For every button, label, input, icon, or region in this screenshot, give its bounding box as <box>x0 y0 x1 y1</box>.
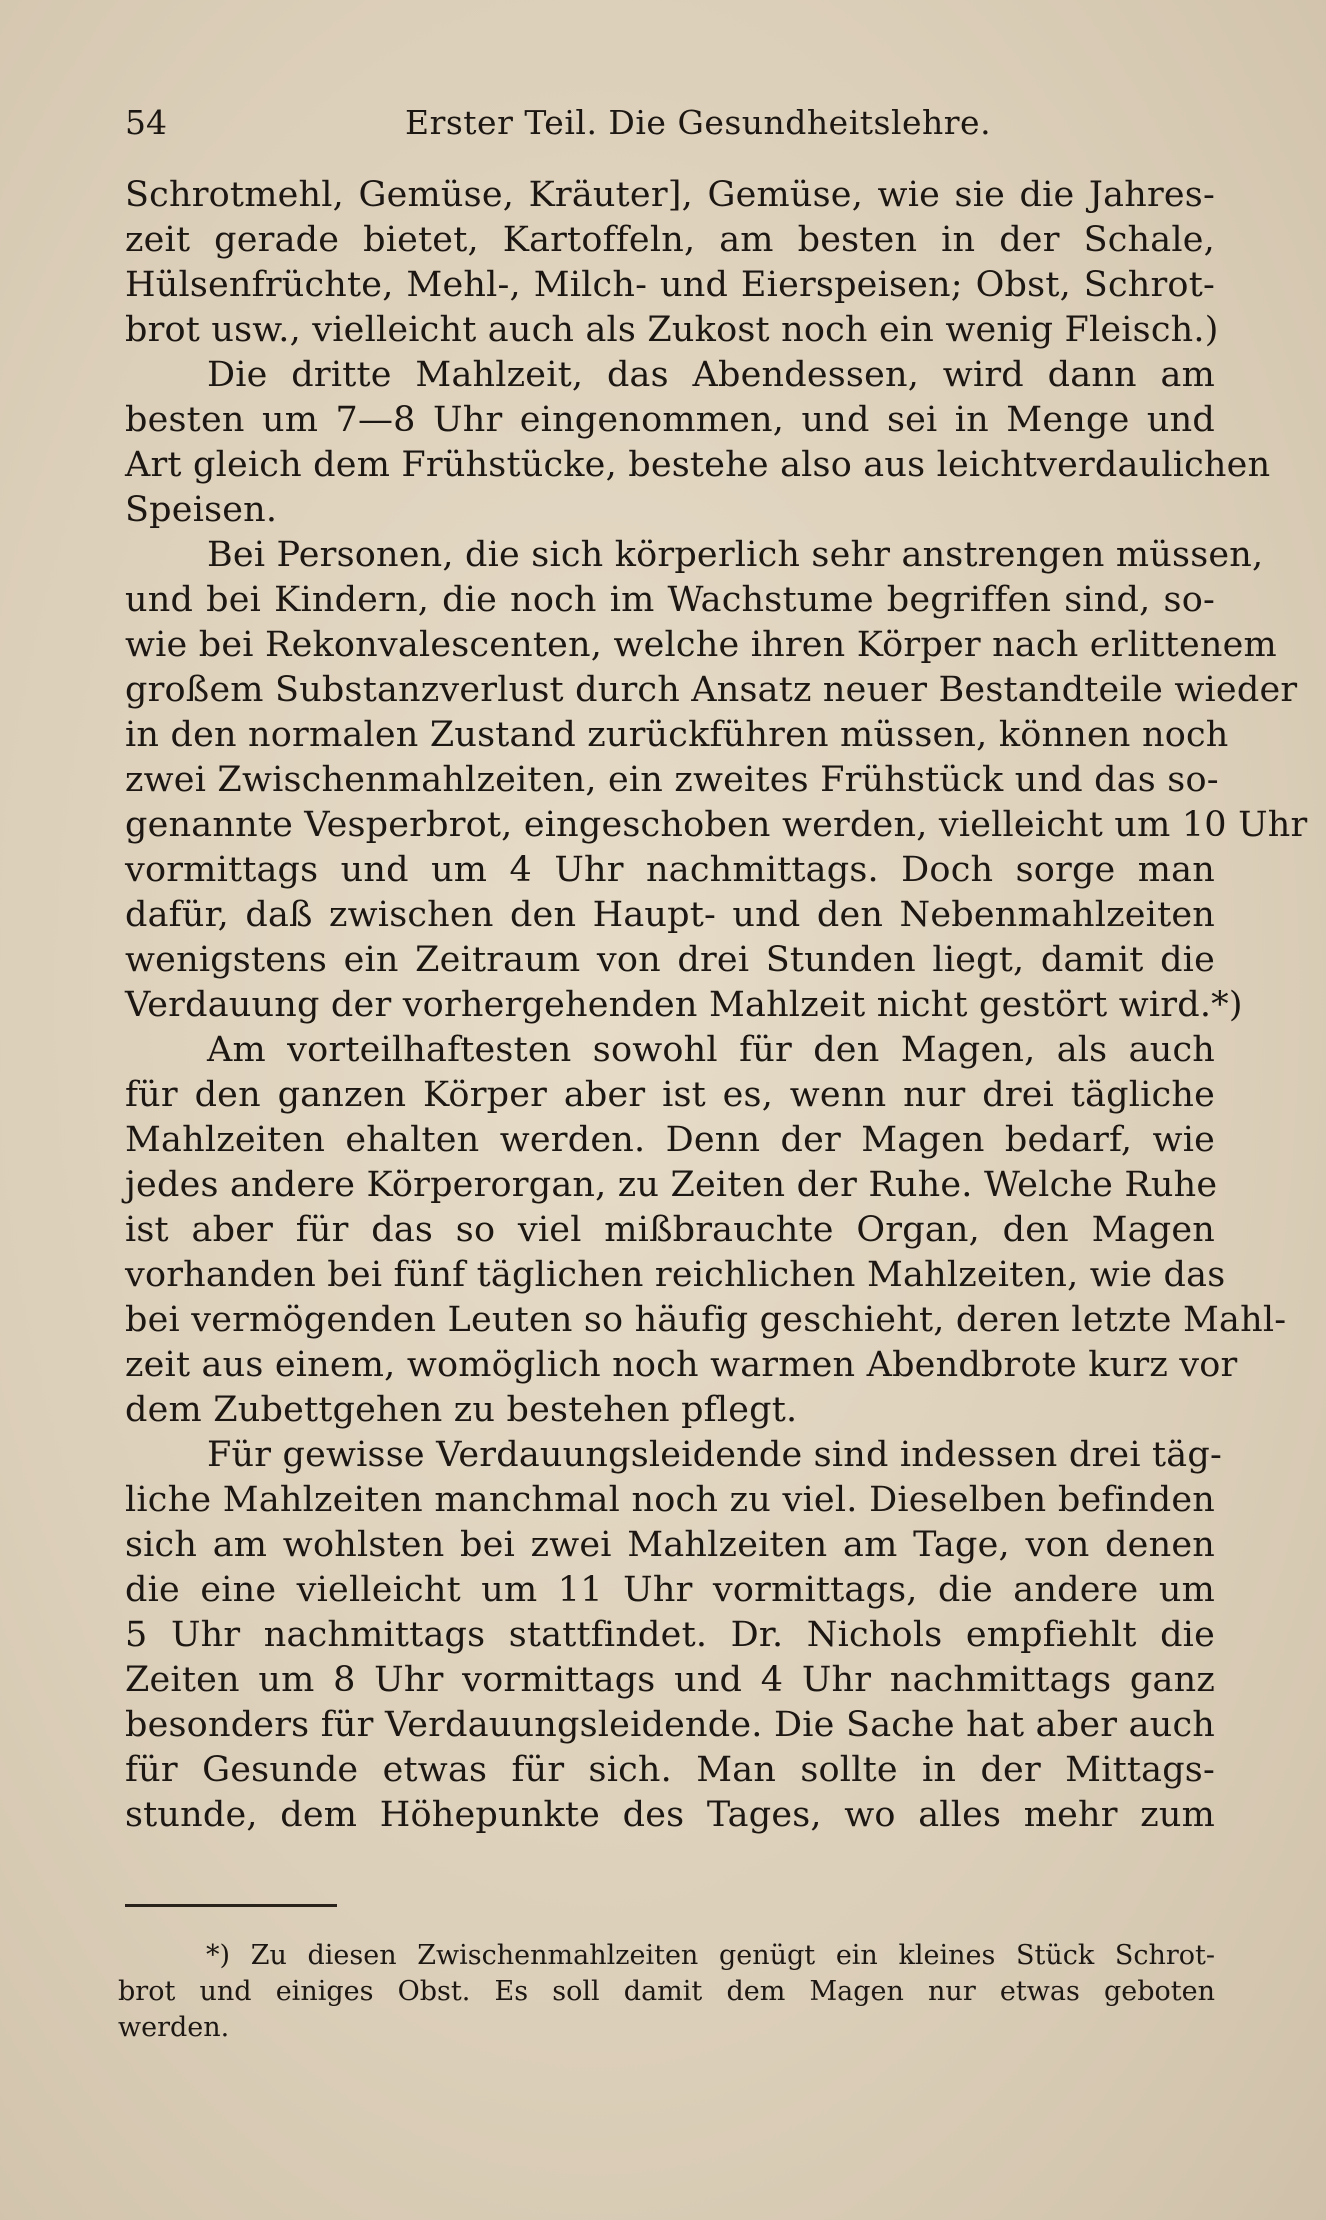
text-line: Speisen. <box>125 490 278 530</box>
text-line: Für gewisse Verdauungsleidende sind indessen drei täg- <box>207 1435 1222 1475</box>
text-line: sich am wohlsten bei zwei Mahlzeiten am Tage, von denen <box>125 1525 1215 1565</box>
footnote-line: *) Zu diesen Zwischenmahlzeiten genügt ein kleines Stück Schrot- <box>206 1940 1215 1971</box>
text-line: wie bei Rekonvalescenten, welche ihren Körper nach erlittenem <box>125 625 1277 665</box>
text-line: Verdauung der vorhergehenden Mahlzeit nicht gestört wird.*) <box>125 985 1243 1025</box>
text-line: die eine vielleicht um 11 Uhr vormittags, die andere um <box>125 1570 1215 1610</box>
text-line: wenigstens ein Zeitraum von drei Stunden liegt, damit die <box>125 940 1215 980</box>
text-line: und bei Kindern, die noch im Wachstume begriffen sind, so- <box>125 580 1215 620</box>
text-line: Hülsenfrüchte, Mehl-, Milch- und Eierspeisen; Obst, Schrot- <box>125 265 1215 305</box>
text-line: Am vorteilhaftesten sowohl für den Magen, als auch <box>207 1030 1215 1070</box>
footnote <box>118 1938 1215 2046</box>
text-line: ist aber für das so viel mißbrauchte Organ, den Magen <box>125 1210 1215 1250</box>
text-line: jedes andere Körperorgan, zu Zeiten der Ruhe. Welche Ruhe <box>125 1165 1218 1205</box>
running-head <box>125 98 1215 148</box>
footnote-rule <box>125 1904 337 1907</box>
text-line: Die dritte Mahlzeit, das Abendessen, wird dann am <box>207 355 1215 395</box>
running-head-title: Erster Teil. Die Gesundheitslehre. <box>405 103 992 142</box>
text-line: vormittags und um 4 Uhr nachmittags. Doch sorge man <box>125 850 1215 890</box>
text-line: bei vermögenden Leuten so häufig geschieht, deren letzte Mahl- <box>125 1300 1287 1340</box>
text-line: Bei Personen, die sich körperlich sehr anstrengen müssen, <box>207 535 1264 575</box>
text-line: Zeiten um 8 Uhr vormittags und 4 Uhr nachmittags ganz <box>125 1660 1215 1700</box>
text-line: dem Zubettgehen zu bestehen pflegt. <box>125 1390 798 1430</box>
footnote-line: werden. <box>118 2012 230 2043</box>
text-line: besten um 7—8 Uhr eingenommen, und sei in Menge und <box>125 400 1215 440</box>
text-line: liche Mahlzeiten manchmal noch zu viel. Dieselben befinden <box>125 1480 1215 1520</box>
text-line: für den ganzen Körper aber ist es, wenn nur drei tägliche <box>125 1075 1215 1115</box>
text-line: großem Substanzverlust durch Ansatz neuer Bestandteile wieder <box>125 670 1298 710</box>
text-line: für Gesunde etwas für sich. Man sollte in der Mittags- <box>125 1750 1215 1790</box>
text-line: 5 Uhr nachmittags stattfindet. Dr. Nichols empfiehlt die <box>125 1615 1215 1655</box>
text-line: Mahlzeiten ehalten werden. Denn der Magen bedarf, wie <box>125 1120 1215 1160</box>
text-line: in den normalen Zustand zurückführen müssen, können noch <box>125 715 1229 755</box>
text-line: genannte Vesperbrot, eingeschoben werden, vielleicht um 10 Uhr <box>125 805 1308 845</box>
text-line: zwei Zwischenmahlzeiten, ein zweites Frühstück und das so- <box>125 760 1219 800</box>
text-line: Schrotmehl, Gemüse, Kräuter], Gemüse, wie sie die Jahres- <box>125 175 1215 215</box>
body-text <box>125 173 1308 1838</box>
text-line: vorhanden bei fünf täglichen reichlichen Mahlzeiten, wie das <box>125 1255 1226 1295</box>
text-line: besonders für Verdauungsleidende. Die Sache hat aber auch <box>125 1705 1215 1745</box>
text-line: zeit gerade bietet, Kartoffeln, am besten in der Schale, <box>125 220 1215 260</box>
text-line: dafür, daß zwischen den Haupt- und den Nebenmahlzeiten <box>125 895 1215 935</box>
footnote-line: brot und einiges Obst. Es soll damit dem Magen nur etwas geboten <box>118 1976 1215 2007</box>
text-line: zeit aus einem, womöglich noch warmen Abendbrote kurz vor <box>125 1345 1238 1385</box>
page-number: 54 <box>125 103 167 142</box>
text-line: stunde, dem Höhepunkte des Tages, wo alles mehr zum <box>125 1795 1215 1835</box>
text-line: Art gleich dem Frühstücke, bestehe also aus leichtverdaulichen <box>125 445 1271 485</box>
text-line: brot usw., vielleicht auch als Zukost noch ein wenig Fleisch.) <box>125 310 1219 350</box>
